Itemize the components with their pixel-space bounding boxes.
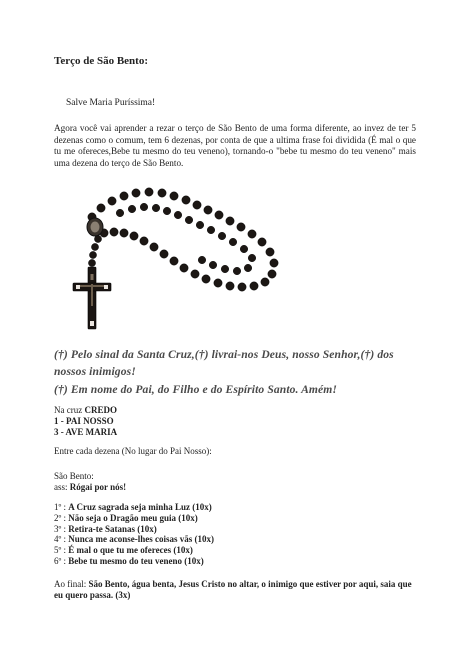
response-prefix: ass:	[54, 481, 68, 492]
decade-number: 4º :	[54, 534, 67, 545]
cross-item: CREDO	[84, 405, 117, 415]
prayer-in-the-name: (†) Em nome do Pai, do Filho e do Espírito Santo. Amém!	[54, 383, 338, 396]
page-title: Terço de São Bento:	[54, 55, 149, 67]
cross-item: 1 - PAI NOSSO	[54, 415, 114, 426]
decade-item	[54, 545, 214, 556]
decade-text: Retira-te Satanas (10x)	[68, 523, 157, 534]
intro-paragraph: Agora você vai aprender a rezar o terço de São Bento de uma forma diferente, ao invez de ter 5 dezenas como o comum, tem 6 dezenas, por conta de que a ultima frase foi dividida (É mal o que tu me ofereces,Bebe tu mesmo do teu veneno), tornando-o "bebe tu mesmo do teu veneno" mais uma dezena do terço de São Bento.	[54, 123, 416, 168]
decade-text: Não seja o Dragão meu guia (10x)	[68, 512, 198, 523]
decade-number: 2º :	[54, 512, 67, 523]
sao-bento-label: São Bento:	[54, 471, 94, 481]
decades-list	[54, 502, 214, 567]
cross-line-2	[54, 416, 117, 427]
response-text: Rógai por nós!	[69, 481, 127, 492]
decade-item	[54, 556, 214, 567]
decade-item	[54, 513, 214, 524]
decade-text: A Cruz sagrada seja minha Luz (10x)	[68, 502, 212, 512]
sao-bento-section	[54, 471, 126, 493]
sao-bento-response	[54, 482, 126, 493]
rosary-image	[62, 183, 280, 333]
decade-text: Bebe tu mesmo do teu veneno (10x)	[68, 555, 204, 566]
decade-number: 5º :	[54, 545, 67, 556]
final-prefix: Ao final:	[54, 579, 87, 589]
final-text: São Bento, água benta, Jesus Cristo no altar, o inimigo que estiver por aqui, saia que eu quero passa. (3x)	[54, 579, 412, 600]
cross-prefix: Na cruz	[54, 405, 83, 415]
final-prayer	[54, 579, 422, 601]
decade-number: 1º :	[54, 502, 67, 512]
cross-section	[54, 405, 117, 437]
decade-number: 3º :	[54, 523, 67, 534]
prayer-sign-of-cross: (†) Pelo sinal da Santa Cruz,(†) livrai-nos Deus, nosso Senhor,(†) dos nossos inimigos!	[54, 348, 394, 378]
between-decades-text: Entre cada dezena (No lugar do Pai Nosso):	[54, 446, 212, 456]
cross-line-1	[54, 405, 117, 416]
cross-item: 3 - AVE MARIA	[54, 426, 118, 437]
greeting: Salve Maria Puríssima!	[66, 98, 156, 108]
decade-number: 6º :	[54, 555, 67, 566]
decade-text: É mal o que tu me ofereces (10x)	[68, 545, 193, 556]
decade-text: Nunca me aconse-lhes coisas vãs (10x)	[68, 534, 215, 545]
decade-item	[54, 502, 214, 513]
cross-line-3	[54, 427, 117, 438]
decade-item	[54, 534, 214, 545]
decade-item	[54, 524, 214, 535]
